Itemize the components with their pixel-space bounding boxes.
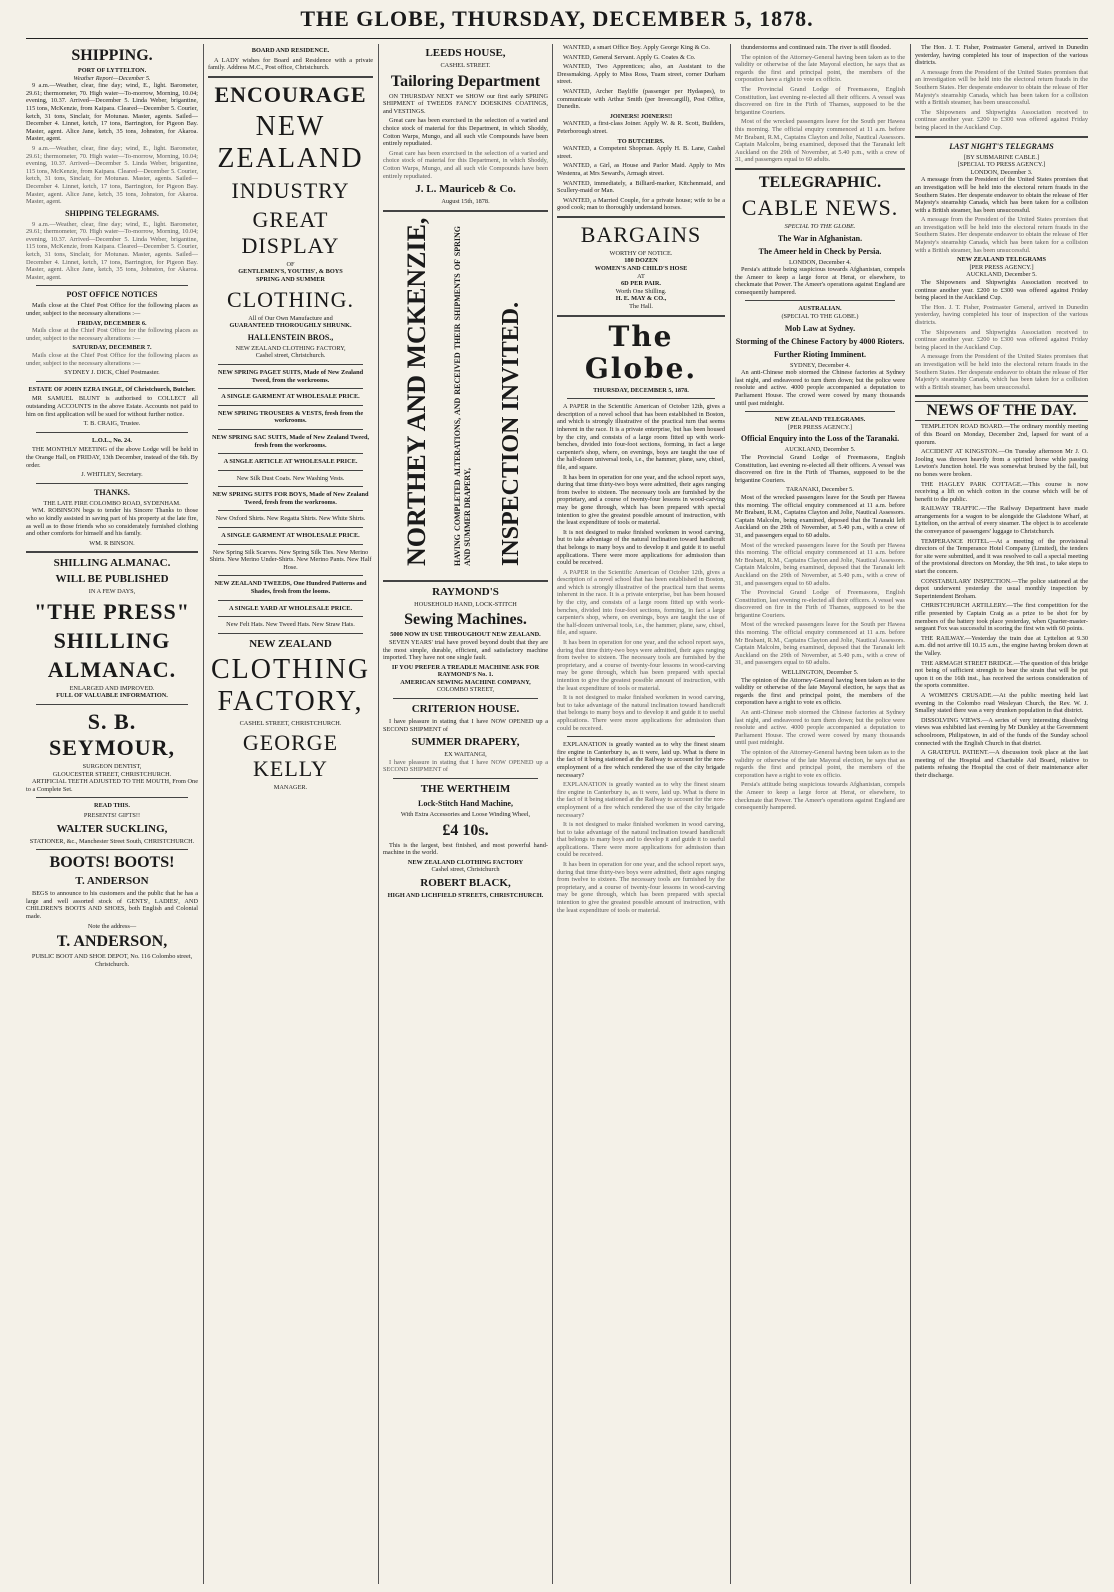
wertheim-text: This is the largest, best finished, and most powerful hand-machine in the world.	[383, 841, 548, 857]
almanac-press: "THE PRESS"	[34, 598, 190, 624]
encourage-heading: ENCOURAGE	[214, 81, 367, 107]
column-drapery	[383, 44, 548, 1584]
tailoring-heading: Tailoring Department	[390, 72, 541, 90]
special-line: SPECIAL TO THE GLOBE.	[784, 222, 856, 230]
raymond-text: SEVEN YEARS' trial have proved beyond doubt that they are the most simple, durable, efficient, and satisfactory machine imported. They have not one single fault.	[383, 638, 548, 662]
auckland-text: The Shipowners and Shipwrights Association received to continue another year. £200 to £300 was offered against Friday being placed in the Auckland Cup.	[915, 279, 1088, 302]
post-signature: SYDNEY J. DICK, Chief Postmaster.	[64, 369, 160, 377]
clothing-ad: A SINGLE YARD AT WHOLESALE PRICE.	[228, 604, 353, 612]
bargains-price: 6D PER PAIR.	[621, 280, 661, 288]
clothing-ad: New Felt Hats. New Tweed Hats. New Straw Hats.	[226, 621, 355, 629]
cashel-address: CASHEL STREET, CHRISTCHURCH.	[239, 719, 342, 727]
estate-text: MR SAMUEL BLUNT is authorised to COLLECT all outstanding ACCOUNTS in the above Estate. Accounts not paid to him on first application will be sued for without further notice.	[26, 395, 198, 418]
globe-date: THURSDAY, DECEMBER 5, 1878.	[593, 386, 689, 394]
nz-heading: NEW ZEALAND	[249, 637, 332, 650]
wertheim-with: With Extra Accessories and Loose Winding Wheel,	[400, 811, 531, 819]
leeds-body: Great care has been exercised in the selection of a varied and choice stock of material for this Department, in which Shoddy, Cotton Warps, Mungo, and all such vile Compounds have been entirely repudiated.	[383, 149, 548, 180]
leader-paragraph: It has been in operation for one year, and the school report says, during that time thirty-two boys were admitted, their ages ranging from twelve to sixteen. The necessary tools are furnished by the proprietary, and a course of twenty-four lessons in wood-carving may be gone through, which has been prepared with special intention to give the greatest possible amount of instruction, with the least expenditure of tools or material.	[557, 639, 725, 692]
leeds-sub: CASHEL STREET.	[440, 62, 491, 69]
last-night-text: A message from the President of the United States promises that an investigation will be held into the electoral return frauds in the Southern States. Her desperate endeavor to obtain the release of Her Majesty's steamship Canada, which has been taken for a collision with a British steamer, has been unsuccessful.	[915, 216, 1088, 254]
factory-name: NEW ZEALAND CLOTHING FACTORY	[407, 858, 524, 866]
raymond-sub: HOUSEHOLD HAND, LOCK-STITCH	[414, 600, 517, 608]
bargains-hose: WOMEN'S AND CHILD'S HOSE	[594, 265, 688, 273]
mob-heading: Mob Law at Sydney.	[784, 323, 856, 333]
clothing-ad: New Spring Silk Scarves. New Spring Silk Ties. New Merino Shirts. New Merino Under-Shirts. New Merino Pants. New Half Hose.	[209, 548, 372, 571]
news-item: A GRATEFUL PATIENT.—A discussion took place at the last meeting of the Hospital and Charitable Aid Board, relative to patients refusing the Hospital the cost of their maintenance after their discharge.	[915, 749, 1088, 779]
almanac-heading: SHILLING ALMANAC.	[53, 557, 171, 570]
column-rule	[910, 44, 911, 1584]
cable-news-heading: CABLE NEWS.	[741, 194, 899, 220]
thanks-heading: THANKS.	[94, 487, 130, 497]
may-name: H. E. MAY & CO.,	[615, 295, 667, 303]
taranaki-text: Most of the wrecked passengers leave for the South per Hawea this morning. The official enquiry commenced at 11 a.m. before Mr Brabant, R.M., Captains Clayton and Jolie, Nautical Assessors. Captain Malcolm, being examined, deposed that the Taranaki left Auckland on the 29th of November, at 5.40 p.m., with a crew of 31, and passengers equal to 60 adults.	[735, 621, 905, 667]
clothing-ad: New Oxford Shirts. New Regatta Shirts. New White Shirts.	[215, 515, 366, 523]
wanted-ad: WANTED, Two Apprentices; also, an Assistant to the Dressmaking. Apply to Miss Ross, Tuam street, corner Durham street.	[557, 63, 725, 86]
wertheim-price: £4 10s.	[442, 821, 489, 839]
wertheim-heading: THE WERTHEIM	[420, 783, 511, 796]
industry-heading: INDUSTRY	[231, 177, 350, 203]
dateline: TARANAKI, December 5.	[786, 486, 854, 494]
leader-paragraph: It has been in operation for one year, and the school report says, during that time thirty-two boys were admitted, their ages ranging from twelve to sixteen. The necessary tools are furnished by the proprietary, and a course of twenty-four lessons in wood-carving may be gone through, which has been prepared with special intention to give the greatest possible amount of instruction, with the least expenditure of tools or material.	[557, 861, 725, 914]
criterion-heading: CRITERION HOUSE.	[411, 703, 520, 716]
clothing-ad: A SINGLE GARMENT AT WHOLESALE PRICE.	[221, 393, 360, 401]
tailoring-text: ON THURSDAY NEXT we SHOW our first early SPRING SHIPMENT of TWEEDS FANCY DOESKINS COATINGS, and VESTINGS.	[383, 92, 548, 115]
press-special: [SPECIAL TO PRESS AGENCY.]	[957, 161, 1046, 169]
column-clothing	[208, 44, 373, 1584]
colombo-street: COLOMBO STREET,	[436, 686, 495, 694]
enquiry-heading: Official Enquiry into the Loss of the Taranaki.	[740, 434, 900, 444]
last-night-heading: LAST NIGHT'S TELEGRAMS	[949, 141, 1054, 151]
northey-sub: HAVING COMPLETED ALTERATIONS, AND RECEIVED THEIR SHIPMENTS OF SPRING AND SUMMER DRAPERY,	[453, 225, 472, 566]
thanks-sub: THE LATE FIRE COLOMBO ROAD, SYDENHAM.	[43, 499, 181, 507]
summer-drapery: SUMMER DRAPERY,	[411, 736, 520, 749]
anderson-text: BEGS to announce to his customers and the public that he has a large and well assorted stock of GENTS', LADIES', AND CHILDREN'S BOOTS AND SHOES, both English and Colonial made.	[26, 890, 198, 920]
wellington-text: Persia's attitude being suspicious towards Afghanistan, compels the Ameer to keep a large force at Herat, or elsewhere, to checkmate that Power. The Ameer's operations against England are consequently hampered.	[735, 781, 905, 812]
enquiry-text: The Provincial Grand Lodge of Freemasons, English Constitution, last evening re-elected all their officers. A vessel was discovered on fire in the Firth of Thames, supposed to be the brigantine Couriers.	[735, 454, 905, 484]
dateline: AUCKLAND, December 5.	[784, 446, 856, 454]
wanted-ad: WANTED, a smart Office Boy. Apply George King & Co.	[563, 44, 710, 51]
column-news	[915, 44, 1088, 1584]
guaranteed-line: GUARANTEED THOROUGHLY SHRUNK.	[229, 322, 352, 330]
almanac-shilling: SHILLING	[53, 627, 171, 653]
dateline: LONDON, December 3.	[970, 168, 1033, 176]
anderson-note: Note the address—	[87, 922, 137, 930]
dateline: WELLINGTON, December 5.	[781, 669, 859, 677]
shipping-text: 9 a.m.—Weather, clear, fine day; wind, E., light. Barometer, 29.61; thermometer, 70. High water—To-morrow, Morning, 10.04; evening, 10.37. Arrived—December 5. Linda Weber, brigantine, 115 tons, McKenzie, from Kaipara. Cleared—December 5. Courier, ketch, 31 tons, Sinclair, for Motunau. Master, agents. Sailed—December 4. Linnet, ketch, 17 tons, Barrington, for Pigeon Bay. Master, agent. Alice Jane, ketch, 35 tons, Johnston, for Akaroa. Master, agent.	[26, 82, 198, 143]
wellington-text: An anti-Chinese mob stormed the Chinese factories at Sydney last night, and endeavored to turn them down; but the police were resolute and active. 4000 people accompanied a deputation to Parliament House. The crowd were cowed by many thousands until past midnight.	[735, 709, 905, 747]
robert-black-name: ROBERT BLACK,	[420, 877, 511, 889]
suckling-name: WALTER SUCKLING,	[56, 822, 168, 835]
criterion-text: I have pleasure in stating that I have NOW OPENED up a SECOND SHIPMENT of	[383, 758, 548, 774]
thanks-text: WM. ROBINSON begs to tender his Sincere Thanks to those who so kindly assisted in saving part of his property at the late fire, as well as to those friends who so considerately furnished clothing and other comforts for himself and his family.	[26, 507, 198, 538]
column-rule	[378, 44, 379, 1584]
boots-heading: BOOTS! BOOTS!	[49, 854, 175, 872]
news-item: THE RAILWAY.—Yesterday the train due at Lyttelton at 9.30 a.m. did not arrive till 10.15 a.m., the engine having broken down at the Valley.	[915, 634, 1088, 657]
wanted-ad: WANTED, a Girl, as House and Parlor Maid. Apply to Mrs Westenra, at Mrs Seward's, Armagh street.	[557, 162, 725, 177]
inspection-invited: INSPECTION INVITED.	[498, 301, 524, 566]
war-text: Persia's attitude being suspicious towards Afghanistan, compels the Ameer to keep a large force at Herat, or elsewhere, to checkmate that Power. The Ameer's operations against England are consequently hampered.	[735, 266, 905, 296]
lodge-text: THE MONTHLY MEETING of the above Lodge will be held in the Orange Hall, on FRIDAY, 13th December, instead of the 6th. By order.	[26, 446, 198, 469]
column-telegraphic	[735, 44, 905, 1584]
robert-black-address: HIGH AND LICHFIELD STREETS, CHRISTCHURCH.	[387, 892, 544, 899]
telegraphic-heading: TELEGRAPHIC.	[758, 173, 882, 191]
manager-line: MANAGER.	[273, 784, 308, 792]
news-item: CONSTABULARY INSPECTION.—The police stationed at the depot underwent yesterday the usual monthly inspection by Superintendent Broham.	[915, 577, 1088, 600]
news-of-the-day-heading: NEWS OF THE DAY.	[915, 401, 1088, 421]
wellington-text: The opinion of the Attorney-General having been taken as to the validity or otherwise of the late Mayoral election, he says that as regards the first and principal point, the members of the corporation have a right to vote ex officio.	[735, 748, 905, 779]
may-hall: The Hall.	[629, 303, 653, 311]
clothing-ad: NEW SPRING SUITS FOR BOYS, Made of New Zealand Tweed, fresh from the workrooms.	[212, 491, 369, 506]
clothing-ad: A SINGLE GARMENT AT WHOLESALE PRICE.	[221, 532, 360, 540]
post-office-text: Mails close at the Chief Post Office for the following places as under, subject to the necessary alterations :—	[26, 352, 198, 367]
dentist-name: S. B. SEYMOUR,	[49, 709, 175, 761]
australian-heading: AUSTRALIAN.	[798, 305, 842, 313]
clothing-factory-heading: CLOTHING FACTORY,	[210, 653, 371, 717]
board-text: A LADY wishes for Board and Residence with a private family. Address M.C., Post office, Christchurch.	[208, 56, 373, 72]
post-day: SATURDAY, DECEMBER 7.	[72, 344, 152, 352]
nz-telegrams-heading: NEW ZEALAND TELEGRAMS	[957, 256, 1046, 264]
bargains-dozen: 180 DOZEN	[624, 257, 658, 265]
news-item: RAILWAY TRAFFIC.—The Railway Department have made arrangements for a wagon to be alongside the Gladstone Wharf, at Lyttelton, on the arrival of every steamer. The object is to accelerate the conveyance of passengers' luggage to Christchurch.	[915, 505, 1088, 536]
news-item: TEMPERANCE HOTEL.—At a meeting of the provisional directors of the Temperance Hotel Company (Limited), the tenders for site were submitted, and it was resolved to call a special meeting of the provisional directors on Monday, the 9th inst., to take steps to start the concern.	[915, 537, 1088, 576]
bargains-sub: WORTHY OF NOTICE.	[609, 249, 673, 257]
hallenstein-name: HALLENSTEIN BROS.,	[247, 332, 334, 342]
great-display: GREAT DISPLAY	[241, 206, 340, 258]
telegram-text: The Shipowners and Shipwrights Association received to continue another year. £200 to £300 was offered against Friday being placed in the Auckland Cup.	[915, 108, 1088, 131]
leader-paragraph: It is not designed to make finished workmen in wood carving, but to take advantage of the natural inclination toward handicraft that belongs to many boys and to develop it and guide it to useful applications. There were more applications for admission than could be received.	[557, 528, 725, 567]
cashel-address: Cashel street, Christchurch.	[255, 352, 326, 360]
auckland-text: The Shipowners and Shipwrights Association received to continue another year. £200 to £300 was offered against Friday being placed in the Auckland Cup.	[915, 328, 1088, 351]
dentist-address: GLOUCESTER STREET, CHRISTCHURCH.	[52, 770, 172, 778]
wanted-ad: WANTED, a Competent Shopman. Apply H. B. Lane, Cashel street.	[557, 145, 725, 160]
telegram-text: The Provincial Grand Lodge of Freemasons, English Constitution, last evening re-elected all their officers. A vessel was discovered on fire in the Firth of Thames, supposed to be the brigantine Couriers.	[735, 85, 905, 116]
wertheim-sub: Lock-Stitch Hand Machine,	[418, 799, 513, 809]
riot-text: An anti-Chinese mob stormed the Chinese factories at Sydney last night, and endeavored to turn them down; but the police were resolute and active. 4000 people accompanied a deputation to Parliament House. The crowd were cowed by many thousands until past midnight.	[735, 369, 905, 407]
dateline: AUCKLAND, December 5.	[966, 271, 1037, 279]
auckland-text: The Hon. J. T. Fisher, Postmaster General, arrived in Dunedin yesterday, having completed his tour of inspection of the various districts.	[915, 303, 1088, 326]
nz-telegrams-heading: NEW ZEALAND TELEGRAMS.	[774, 416, 866, 424]
rioting-heading: Further Rioting Imminent.	[773, 349, 867, 359]
telegram-text: A message from the President of the United States promises that an investigation will be held into the electoral return frauds in the Southern States. Her desperate endeavor to obtain the release of Her Majesty's steamship Canada, which has been taken for a collision with a British steamer, has been unsuccessful.	[915, 68, 1088, 107]
telegram-text: thunderstorms and continued rain. The river is still flooded.	[741, 44, 891, 51]
weather-report: Weather Report—December 5.	[73, 74, 151, 82]
almanac-line: WILL BE PUBLISHED	[55, 573, 169, 586]
leeds-heading: LEEDS HOUSE,	[425, 47, 506, 59]
leader-paragraph: It is not designed to make finished workmen in wood carving, but to take advantage of the natural inclination toward handicraft that belongs to many boys and to develop it and guide it to useful applications. There were more applications for admission than could be received.	[557, 694, 725, 732]
column-rule	[730, 44, 731, 1584]
press-agency: [PER PRESS AGENCY.]	[787, 423, 853, 431]
almanac-full: FULL OF VALUABLE INFORMATION.	[56, 692, 168, 700]
shipping-telegrams-heading: SHIPPING TELEGRAMS.	[65, 208, 159, 218]
storming-heading: Storming of the Chinese Factory by 4000 Rioters.	[735, 336, 905, 346]
shipping-heading: SHIPPING.	[71, 47, 153, 64]
leader-paragraph: EXPLANATION is greatly wanted as to why the finest steam fire engine in Canterbury is, as it were, laid up. What is there in the fact of it being stationed at the Railway to account for the non-employment of a fire which rendered the use of the city brigade necessary?	[557, 781, 725, 819]
masthead-rule	[26, 38, 1088, 39]
waitangi-line: EX WAITANGI,	[444, 751, 487, 759]
american-company: AMERICAN SEWING MACHINE COMPANY,	[400, 678, 531, 686]
lodge-heading: L.O.L., No. 24.	[92, 436, 132, 444]
clothing-ad: New Silk Dust Coats. New Washing Vests.	[236, 474, 345, 482]
telegram-text: The opinion of the Attorney-General having been taken as to the validity or otherwise of the late Mayoral election, he says that as regards the first and principal point, the members of the corporation have a right to vote ex officio.	[735, 53, 905, 84]
leader-paragraph: It is not designed to make finished workmen in wood carving, but to take advantage of the natural inclination toward handicraft that belongs to many boys and to develop it and guide it to useful applications. There were more applications for admission than could be received.	[557, 821, 725, 859]
criterion-text: I have pleasure in stating that I have NOW OPENED up a SECOND SHIPMENT of	[383, 718, 548, 733]
raymond-heading: RAYMOND'S	[432, 585, 499, 598]
post-office-text: Mails close at the Chief Post Office for the following places as under, subject to the necessary alterations :—	[26, 302, 198, 318]
spring-line: SPRING AND SUMMER	[256, 275, 325, 283]
clothing-ad: A SINGLE ARTICLE AT WHOLESALE PRICE.	[223, 458, 358, 466]
taranaki-text: The Provincial Grand Lodge of Freemasons, English Constitution, last evening re-elected all their officers. A vessel was discovered on fire in the Firth of Thames, supposed to be the brigantine Couriers.	[735, 589, 905, 619]
manufacture-line: All of Our Own Manufacture and	[248, 314, 333, 322]
northey-name: NORTHEY AND MCKENZIE,	[402, 217, 431, 566]
gentlemen-line: GENTLEMEN'S, YOUTHS', & BOYS	[238, 268, 343, 276]
board-heading: BOARD AND RESIDENCE.	[251, 47, 330, 54]
bargains-heading: BARGAINS	[580, 221, 702, 247]
leader-paragraph: EXPLANATION is greatly wanted as to why the finest steam fire engine in Canterbury is, as it were, laid up. What is there in the fact of it being stationed at the Railway to account for the non-employment of a fire which rendered the use of the city brigade necessary?	[557, 741, 725, 779]
clothing-heading: CLOTHING.	[227, 286, 354, 312]
anderson-name: T. ANDERSON	[75, 875, 149, 888]
wanted-ad: WANTED, a Married Couple, for a private house; wife to be a good cook; man to thoroughly understand horses.	[557, 196, 725, 212]
cashel-address: Cashel street, Christchurch	[431, 866, 500, 874]
taranaki-text: Most of the wrecked passengers leave for the South per Hawea this morning. The official enquiry commenced at 11 a.m. before Mr Brabant, R.M., Captains Clayton and Jolie, Nautical Assessors. Captain Malcolm, being examined, deposed that the Taranaki left Auckland on the 29th of November, at 5.40 p.m., with a crew of 31, and passengers equal to 60 adults.	[735, 541, 905, 587]
masthead: THE GLOBE, THURSDAY, DECEMBER 5, 1878.	[300, 6, 814, 31]
of-line: OF	[286, 260, 295, 268]
clothing-ad: NEW SPRING SAC SUITS, Made of New Zealand Tweed, fresh from the workrooms.	[211, 433, 370, 449]
clothing-ad: NEW ZEALAND TWEEDS, One Hundred Patterns and Shades, fresh from the looms.	[214, 580, 367, 596]
press-agency: [PER PRESS AGENCY.]	[969, 263, 1034, 271]
new-zealand-heading: NEW ZEALAND	[217, 110, 364, 174]
leader-paragraph: It has been in operation for one year, and the school report says, during that time thirty-two boys were admitted, their ages ranging from twelve to sixteen. The necessary tools are furnished by the proprietary, and a course of twenty-four lessons in wood-carving may be gone through, which has been prepared with special intention to give the greatest possible amount of instruction, with the least expenditure of tools or material.	[557, 473, 725, 527]
last-night-text: A message from the President of the United States promises that an investigation will be held into the electoral return frauds in the Southern States. Her desperate endeavor to obtain the release of Her Majesty's steamship Canada, which has been taken for a collision with a British steamer, has been unsuccessful.	[915, 176, 1088, 214]
globe-title: The Globe.	[584, 319, 698, 385]
leeds-body: Great care has been exercised in the selection of a varied and choice stock of material for this Department, in which Shoddy, Cotton Warps, Mungo, and all such vile Compounds have been entirely repudiated.	[383, 117, 548, 148]
estate-heading: ESTATE OF JOHN EZRA INGLE, Of Christchurch, Butcher.	[28, 385, 196, 393]
news-item: THE HAGLEY PARK COTTAGE.—This course is now receiving a lift on which cotton in the course which will be of benefit to the public.	[915, 480, 1088, 503]
bargains-at: AT	[637, 272, 645, 280]
port-line: PORT OF LYTTELTON.	[77, 67, 147, 74]
clothing-ad: NEW SPRING TROUSERS & VESTS, fresh from the workrooms.	[217, 409, 364, 425]
leader-paragraph: A PAPER in the Scientific American of October 12th, gives a description of a novel school that has been established in Boston, and which is strongly illustrative of the practical turn that seems inherent in the race. It is a private enterprise, but has been housed by the city, and consists of a large room fitted up with work-benches, divided into four-foot sections, forming, in fact a large carpenter's shop, where, on evenings, boys are taught the use of the half-dozen universal tools, i.e., the hammer, plane, saw, chisel, file, and square.	[557, 568, 725, 637]
news-item: DISSOLVING VIEWS.—A series of very interesting dissolving views was exhibited last evening by Mr Dunkley at the Government schoolroom, Philipstown, in aid of the funds of the Sunday school connected with the English Church in that district.	[915, 716, 1088, 747]
shipping-telegrams-text: 9 a.m.—Weather, clear, fine day; wind, E., light. Barometer, 29.61; thermometer, 70. High water—To-morrow, Morning, 10.04; evening, 10.37. Arrived—December 5. Linda Weber, brigantine, 115 tons, McKenzie, from Kaipara. Cleared—December 5. Courier, ketch, 31 tons, Sinclair, for Motunau. Master, agents. Sailed—December 4. Linnet, ketch, 17 tons, Barrington, for Pigeon Bay. Master, agent. Alice Jane, ketch, 35 tons, Johnston, for Akaroa. Master, agent.	[26, 220, 198, 281]
wanted-ad: WANTED, General Servant. Apply G. Coates & Co.	[563, 53, 696, 61]
anderson-address: PUBLIC BOOT AND SHOE DEPOT, No. 116 Colombo street, Christchurch.	[31, 953, 193, 968]
kelly-name: GEORGE KELLY	[242, 730, 339, 782]
read-heading: READ THIS.	[94, 802, 130, 810]
wanted-ad: WANTED, immediately, a Billiard-marker, Kitchenmaid, and Scullery-maid or Man.	[557, 179, 725, 195]
shipping-text: 9 a.m.—Weather, clear, fine day; wind, E., light. Barometer, 29.61; thermometer, 70. High water—To-morrow, Morning, 10.04; evening, 10.37. Arrived—December 5. Linda Weber, brigantine, 115 tons, McKenzie, from Kaipara. Cleared—December 5. Courier, ketch, 31 tons, Sinclair, for Motunau. Master, agents. Sailed—December 4. Linnet, ketch, 17 tons, Barrington, for Pigeon Bay. Master, agent. Alice Jane, ketch, 35 tons, Johnston, for Akaroa. Master, agent.	[26, 144, 198, 206]
thanks-signature: WM. R BINSON.	[89, 539, 135, 547]
anderson-name-large: T. ANDERSON,	[56, 933, 168, 951]
almanac-line: IN A FEW DAYS,	[88, 588, 136, 596]
factory-name: NEW ZEALAND CLOTHING FACTORY,	[235, 344, 346, 352]
almanac-word: ALMANAC.	[47, 656, 177, 682]
dentist-text: ARTIFICIAL TEETH ADJUSTED TO THE MOUTH, From One to a Complete Set.	[26, 778, 198, 793]
northey-mckenzie-advert	[383, 216, 548, 576]
lodge-signature: J. WHITLEY, Secretary.	[81, 471, 143, 479]
column-rule	[203, 44, 204, 1584]
clothing-ad: NEW SPRING PAGET SUITS, Made of New Zealand Tweed, from the workrooms.	[217, 368, 364, 384]
dentist-title: SURGEON DENTIST,	[82, 763, 142, 771]
ameer-heading: The Ameer held in Check by Persia.	[758, 246, 882, 256]
news-item: ACCIDENT AT KINGSTON.—On Tuesday afternoon Mr J. O. Jooling was thrown heavily from a spirited horse while passing Lewton's Junction hotel. He was somewhat bruised by the fall, but no bones were broken.	[915, 448, 1088, 478]
read-sub: PRESENTS! GIFTS!!	[83, 812, 141, 820]
butchers-heading: TO BUTCHERS.	[617, 137, 665, 145]
almanac-enlarged: ENLARGED AND IMPROVED.	[69, 684, 155, 692]
aus-special: (SPECIAL TO THE GLOBE.)	[781, 313, 859, 321]
bargains-worth: Worth One Shilling.	[615, 287, 667, 295]
telegram-text: The Hon. J. T. Fisher, Postmaster General, arrived in Dunedin yesterday, having completed his tour of inspection of the various districts.	[915, 44, 1088, 67]
raymond-use: 5000 NOW IN USE THROUGHOUT NEW ZEALAND.	[390, 631, 541, 639]
post-office-text: Mails close at the Chief Post Office for the following places as under, subject to the necessary alterations :—	[26, 327, 198, 342]
dateline: LONDON, December 4.	[789, 258, 851, 266]
sewing-heading: Sewing Machines.	[404, 611, 527, 629]
post-office-heading: POST OFFICE NOTICES	[66, 290, 158, 300]
wanted-ad: WANTED, a first-class Joiner. Apply W. & R. Scott, Builders, Peterborough street.	[557, 120, 725, 135]
news-item: A WOMEN'S CRUSADE.—At the public meeting held last evening in the Colombo road Wesleyan Church, the Rev. W. J. Smalley stated there was a very drunken population in that district.	[915, 691, 1088, 715]
submarine-line: [BY SUBMARINE CABLE.]	[963, 153, 1040, 161]
news-item: THE ARMAGH STREET BRIDGE.—The question of this bridge not being of sufficient strength to bear the strain that will be put upon it on the 16th inst., has received the serious consideration of the sports committee.	[915, 659, 1088, 690]
leader-paragraph: A PAPER in the Scientific American of October 12th, gives a description of a novel school that has been established in Boston, and which is strongly illustrative of the practical turn that seems inherent in the race. It is a private enterprise, but has been housed by the city, and consists of a large room fitted up with work-benches, divided into four-foot sections, forming, in fact a large carpenter's shop, where, on evenings, boys are taught the use of the half-dozen universal tools, i.e., the hammer, plane, saw, chisel, file, and square.	[557, 403, 725, 471]
column-wanted-leader	[557, 44, 725, 1584]
post-day: FRIDAY, DECEMBER 6.	[77, 319, 147, 327]
wanted-ad: WANTED, Archer Bayliffe (passenger per Hydaspes), to communicate with Arthur Smith (per Invercargill), Post Office, Dunedin.	[557, 87, 725, 111]
estate-signature: T. B. CRAIG, Trustee.	[83, 420, 141, 428]
joiners-heading: JOINERS! JOINERS!!	[609, 112, 673, 120]
mauriceb-name: J. L. Mauriceb & Co.	[415, 183, 516, 196]
auckland-text: A message from the President of the United States promises that an investigation will be held into the electoral return frauds in the Southern States. Her desperate endeavor to obtain the release of Her Majesty's steamship Canada, which has been taken for a collision with a British steamer, has been unsuccessful.	[915, 353, 1088, 391]
war-heading: The War in Afghanistan.	[777, 233, 863, 243]
taranaki-text: Most of the wrecked passengers leave for the South per Hawea this morning. The official enquiry commenced at 11 a.m. before Mr Brabant, R.M., Captains Clayton and Jolie, Nautical Assessors. Captain Malcolm, being examined, deposed that the Taranaki left Auckland on the 29th of November, at 5.40 p.m., with a crew of 31, and passengers equal to 60 adults.	[735, 493, 905, 539]
dateline: SYDNEY, December 4.	[789, 361, 851, 369]
column-rule	[552, 44, 553, 1584]
telegram-text: Most of the wrecked passengers leave for the South per Hawea this morning. The official enquiry commenced at 11 a.m. before Mr Brabant, R.M., Captains Clayton and Jolie, Nautical Assessors. Captain Malcolm, being examined, deposed that the Taranaki left Auckland on the 29th of November, at 5.40 p.m., with a crew of 31, and passengers equal to 60 adults.	[735, 118, 905, 164]
treadle-line: IF YOU PREFER A TREADLE MACHINE ASK FOR RAYMOND'S No. 1.	[391, 663, 540, 679]
column-shipping	[26, 44, 198, 1584]
mauriceb-date: August 15th, 1878.	[441, 198, 490, 206]
news-item: TEMPLETON ROAD BOARD.—The ordinary monthly meeting of this Board on Monday, December 2nd, lapsed for want of a quorum.	[915, 423, 1088, 446]
wellington-text: The opinion of the Attorney-General having been taken as to the validity or otherwise of the late Mayoral election, he says that as regards the first and principal point, the members of the corporation have a right to vote ex officio.	[735, 676, 905, 707]
suckling-sub: STATIONER, &c., Manchester Street South, CHRISTCHURCH.	[29, 837, 195, 845]
news-item: CHRISTCHURCH ARTILLERY.—The first competition for the rifle presented by Captain Craig as a prize to be shot for by members of the battery took place yesterday, when Quarter-master-sergeant Fox was successful in scoring the first win with 60 points.	[915, 602, 1088, 633]
